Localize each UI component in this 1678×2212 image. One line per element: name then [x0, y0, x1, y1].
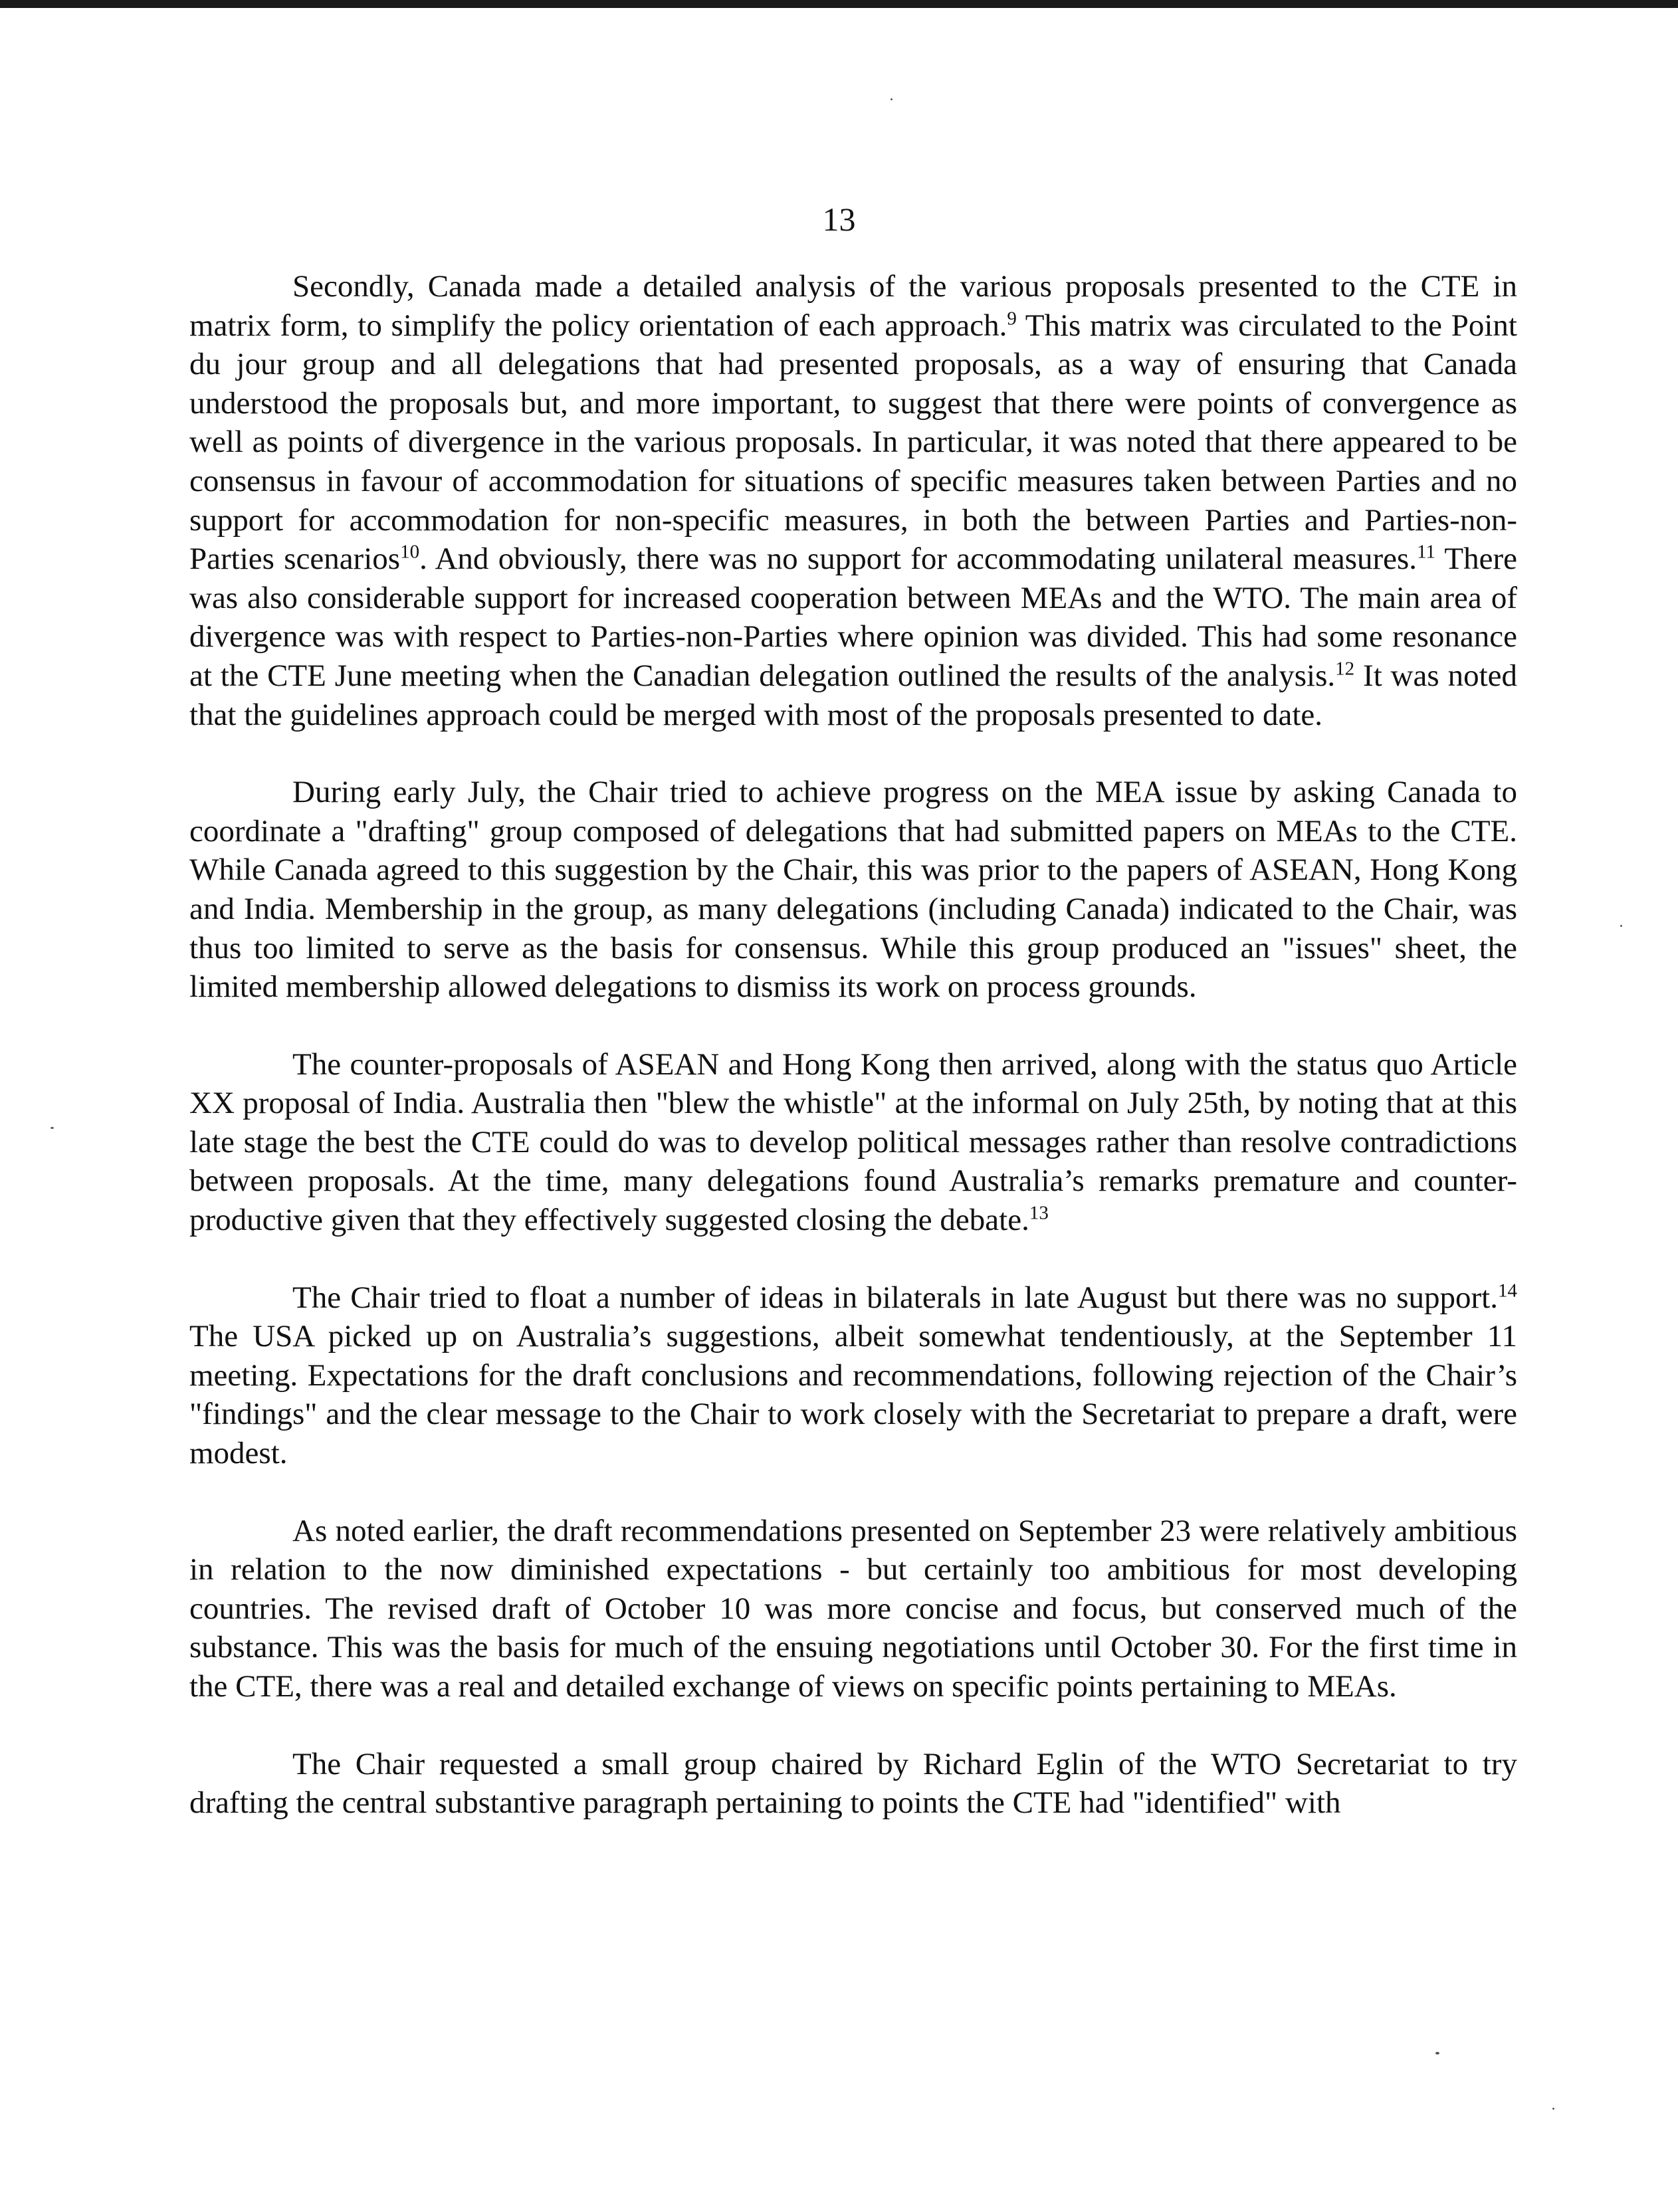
paragraph [189, 1745, 1517, 1823]
paragraph-text: The USA picked up on Australia’s suggestions, albeit somewhat tendentiously, at the September 11 meeting. Expectations for the draft conclusions and recommendations, following rejection of the Chair’s "findings" and the clear message to the Chair to work closely with the Secretariat to prepare a draft, were modest. [189, 1319, 1517, 1471]
scan-speck [51, 1127, 54, 1129]
paragraph [189, 773, 1517, 1007]
paragraph-text: It was noted that the guidelines approach could be merged with most of the proposals presented to date. [189, 658, 1517, 732]
footnote-marker: 12 [1335, 658, 1355, 680]
scan-top-edge-rule [0, 0, 1678, 8]
page-number: 13 [822, 201, 856, 238]
scan-speck [1552, 2108, 1554, 2110]
paragraph-text: The Chair tried to float a number of ideas in bilaterals in late August but there was no support. [292, 1280, 1498, 1315]
paragraph-text: The counter-proposals of ASEAN and Hong Kong then arrived, along with the status quo Article XX proposal of India. Australia then "blew the whistle" at the informal on July 25th, by noting that at this late stage the best the CTE could do was to develop political messages rather than resolve contradictions between proposals. At the time, many delegations found Australia’s remarks premature and counter-productive given that they effectively suggested closing the debate. [189, 1047, 1517, 1238]
paragraph [189, 1278, 1517, 1473]
scan-speck [1620, 925, 1622, 927]
paragraph-text: . And obviously, there was no support for accommodating unilateral measures. [419, 542, 1417, 577]
scan-speck [891, 98, 892, 100]
footnote-marker: 14 [1498, 1280, 1517, 1301]
footnote-marker: 9 [1007, 307, 1017, 329]
paragraph-text: During early July, the Chair tried to achieve progress on the MEA issue by asking Canada to coordinate a "drafting" group composed of delegations that had submitted papers on MEAs to the CTE. While Canada agreed to this suggestion by the Chair, this was prior to the papers of ASEAN, Hong Kong and India. Membership in the group, as many delegations (including Canada) indicated to the Chair, was thus too limited to serve as the basis for consensus. While this group produced an "issues" sheet, the limited membership allowed delegations to dismiss its work on process grounds. [189, 775, 1517, 1005]
paragraph [189, 1512, 1517, 1706]
scan-speck [1435, 2052, 1439, 2055]
paragraph-text: This matrix was circulated to the Point du jour group and all delegations that had presented proposals, as a way of ensuring that Canada understood the proposals but, and more important, to suggest that there were points of convergence as well as points of divergence in the various proposals. In particular, it was noted that there appeared to be consensus in favour of accommodation for situations of specific measures taken between Parties and no support for accommodation for non-specific measures, in both the between Parties and Parties-non-Parties scenarios [189, 308, 1517, 577]
paragraph [189, 1045, 1517, 1240]
paragraph-text: There was also considerable support for increased cooperation between MEAs and the WTO. The main area of divergence was with respect to Parties-non-Parties where opinion was divided. This had some resonance at the CTE June meeting when the Canadian delegation outlined the results of the analysis. [189, 542, 1518, 693]
footnote-marker: 11 [1417, 541, 1435, 563]
footnote-marker: 10 [400, 541, 420, 563]
paragraph-text: As noted earlier, the draft recommendations presented on September 23 were relatively ambitious in relation to the now diminished expectations - but certainly too ambitious for most developing countries. The revised draft of October 10 was more concise and focus, but conserved much of the substance. This was the basis for much of the ensuing negotiations until October 30. For the first time in the CTE, there was a real and detailed exchange of views on specific points pertaining to MEAs. [189, 1513, 1517, 1704]
paragraph [189, 267, 1517, 734]
document-body [189, 267, 1517, 1823]
paragraph-text: Secondly, Canada made a detailed analysis of the various proposals presented to the CTE in matrix form, to simplify the policy orientation of each approach. [189, 269, 1517, 343]
footnote-marker: 13 [1029, 1202, 1049, 1224]
paragraph-text: The Chair requested a small group chaired by Richard Eglin of the WTO Secretariat to try drafting the central substantive paragraph pertaining to points the CTE had "identified" with [189, 1746, 1517, 1821]
